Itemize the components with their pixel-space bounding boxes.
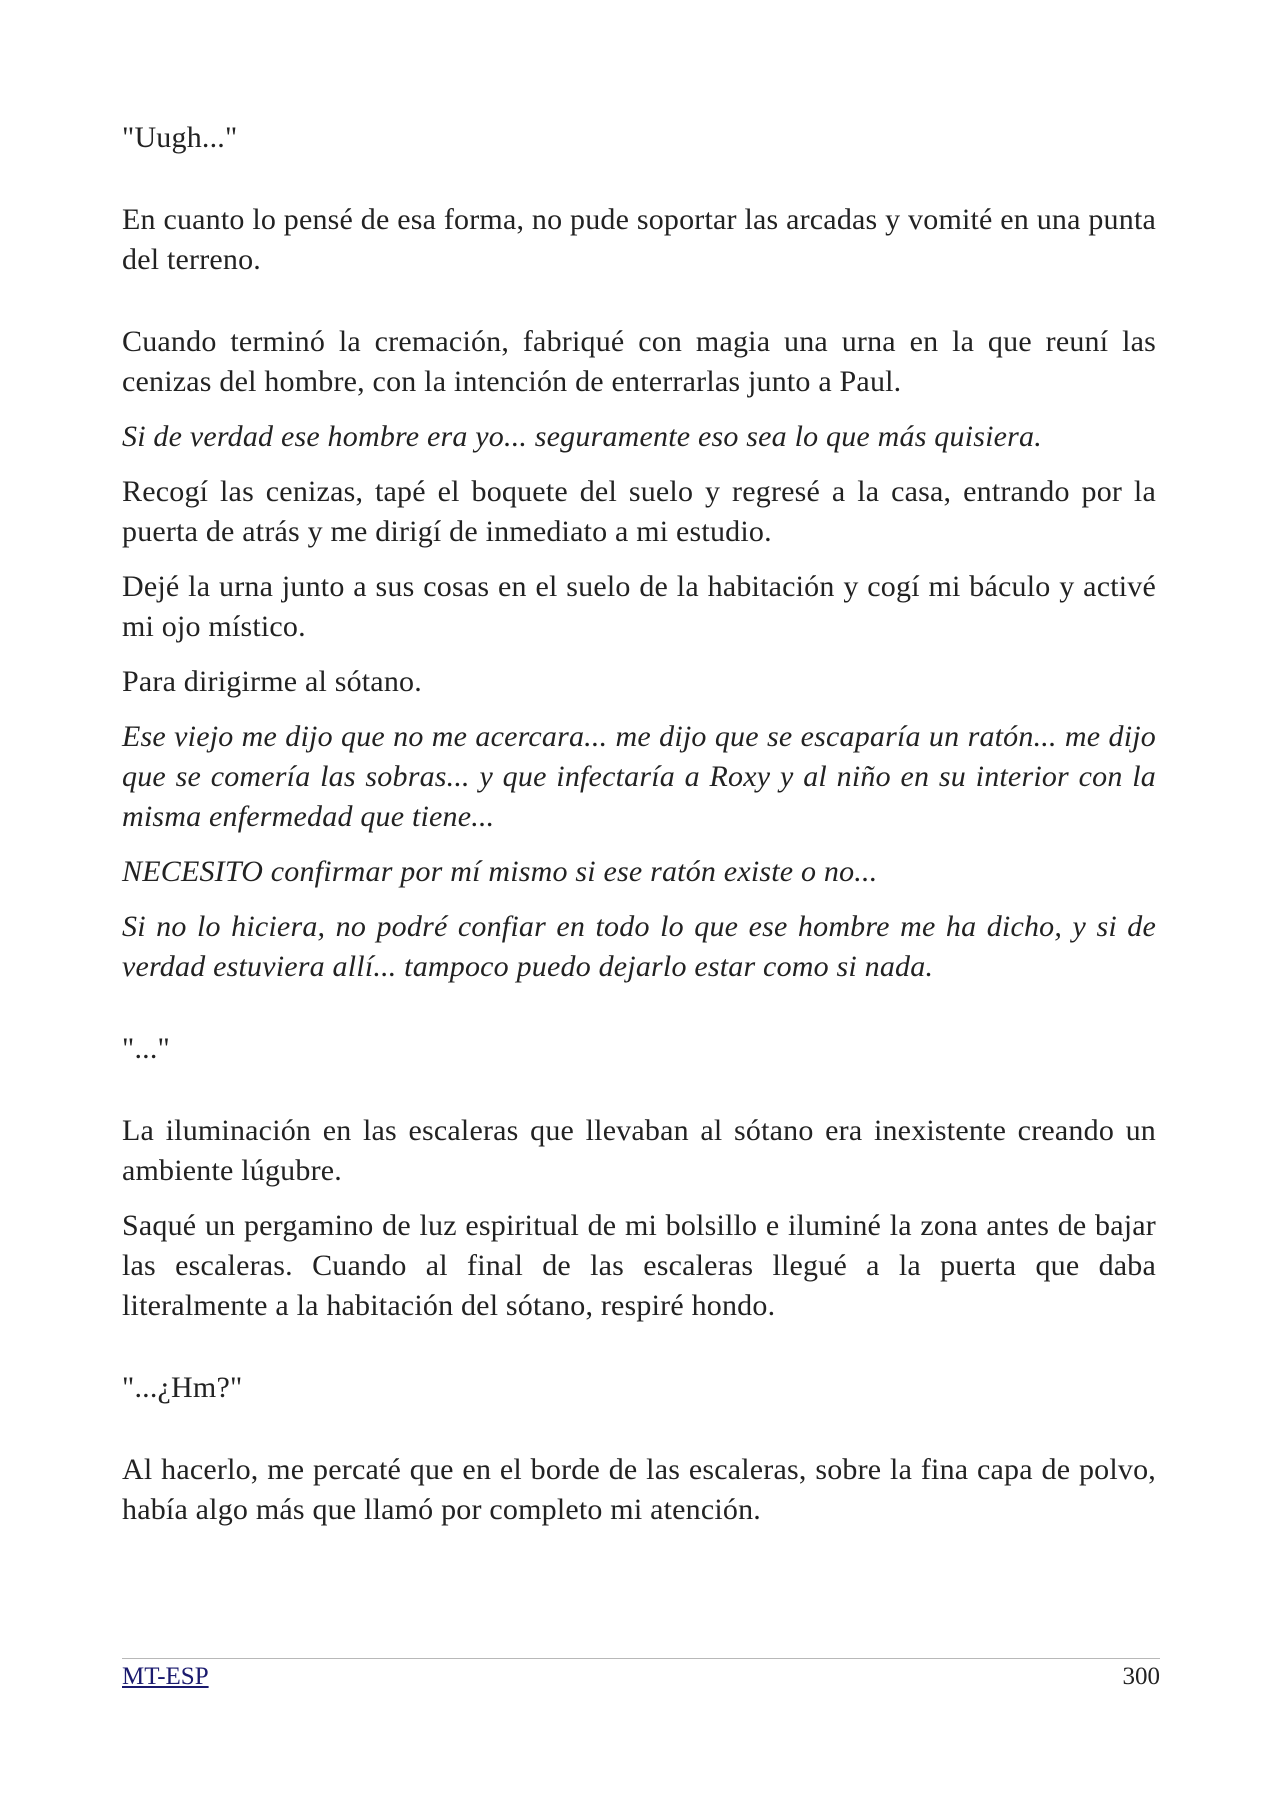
page-footer [122,1658,1160,1690]
paragraph: "..." [122,1032,170,1065]
paragraph: Recogí las cenizas, tapé el boquete del suelo y regresé a la casa, entrando por la puerta de atrás y me dirigí de inmediato a mi estudio. [122,475,1156,548]
paragraph: La iluminación en las escaleras que llevaban al sótano era inexistente creando un ambiente lúgubre. [122,1114,1156,1187]
page-body [122,118,1156,1545]
paragraph: "...¿Hm?" [122,1371,243,1404]
page-number: 300 [1122,1663,1160,1690]
paragraph: En cuanto lo pensé de esa forma, no pude soportar las arcadas y vomité en una punta del terreno. [122,203,1156,276]
paragraph: Si de verdad ese hombre era yo... seguramente eso sea lo que más quisiera. [122,420,1042,453]
paragraph: NECESITO confirmar por mí mismo si ese ratón existe o no... [122,855,878,888]
paragraph: "Uugh..." [122,121,238,154]
paragraph: Saqué un pergamino de luz espiritual de mi bolsillo e iluminé la zona antes de bajar las escaleras. Cuando al final de las escaleras llegué a la puerta que daba literalmente a la habitación del sótano, respiré hondo. [122,1209,1156,1322]
paragraph: Dejé la urna junto a sus cosas en el suelo de la habitación y cogí mi báculo y activé mi ojo místico. [122,570,1156,643]
paragraph: Si no lo hiciera, no podré confiar en todo lo que ese hombre me ha dicho, y si de verdad estuviera allí... tampoco puedo dejarlo estar como si nada. [122,910,1156,983]
paragraph: Cuando terminó la cremación, fabriqué con magia una urna en la que reuní las cenizas del hombre, con la intención de enterrarlas junto a Paul. [122,325,1156,398]
paragraph: Para dirigirme al sótano. [122,665,422,698]
paragraph: Al hacerlo, me percaté que en el borde de las escaleras, sobre la fina capa de polvo, había algo más que llamó por completo mi atención. [122,1453,1156,1526]
paragraph: Ese viejo me dijo que no me acercara... me dijo que se escaparía un ratón... me dijo que se comería las sobras... y que infectaría a Roxy y al niño en su interior con la misma enfermedad que tiene... [122,720,1156,833]
footer-link[interactable]: MT-ESP [122,1663,209,1690]
